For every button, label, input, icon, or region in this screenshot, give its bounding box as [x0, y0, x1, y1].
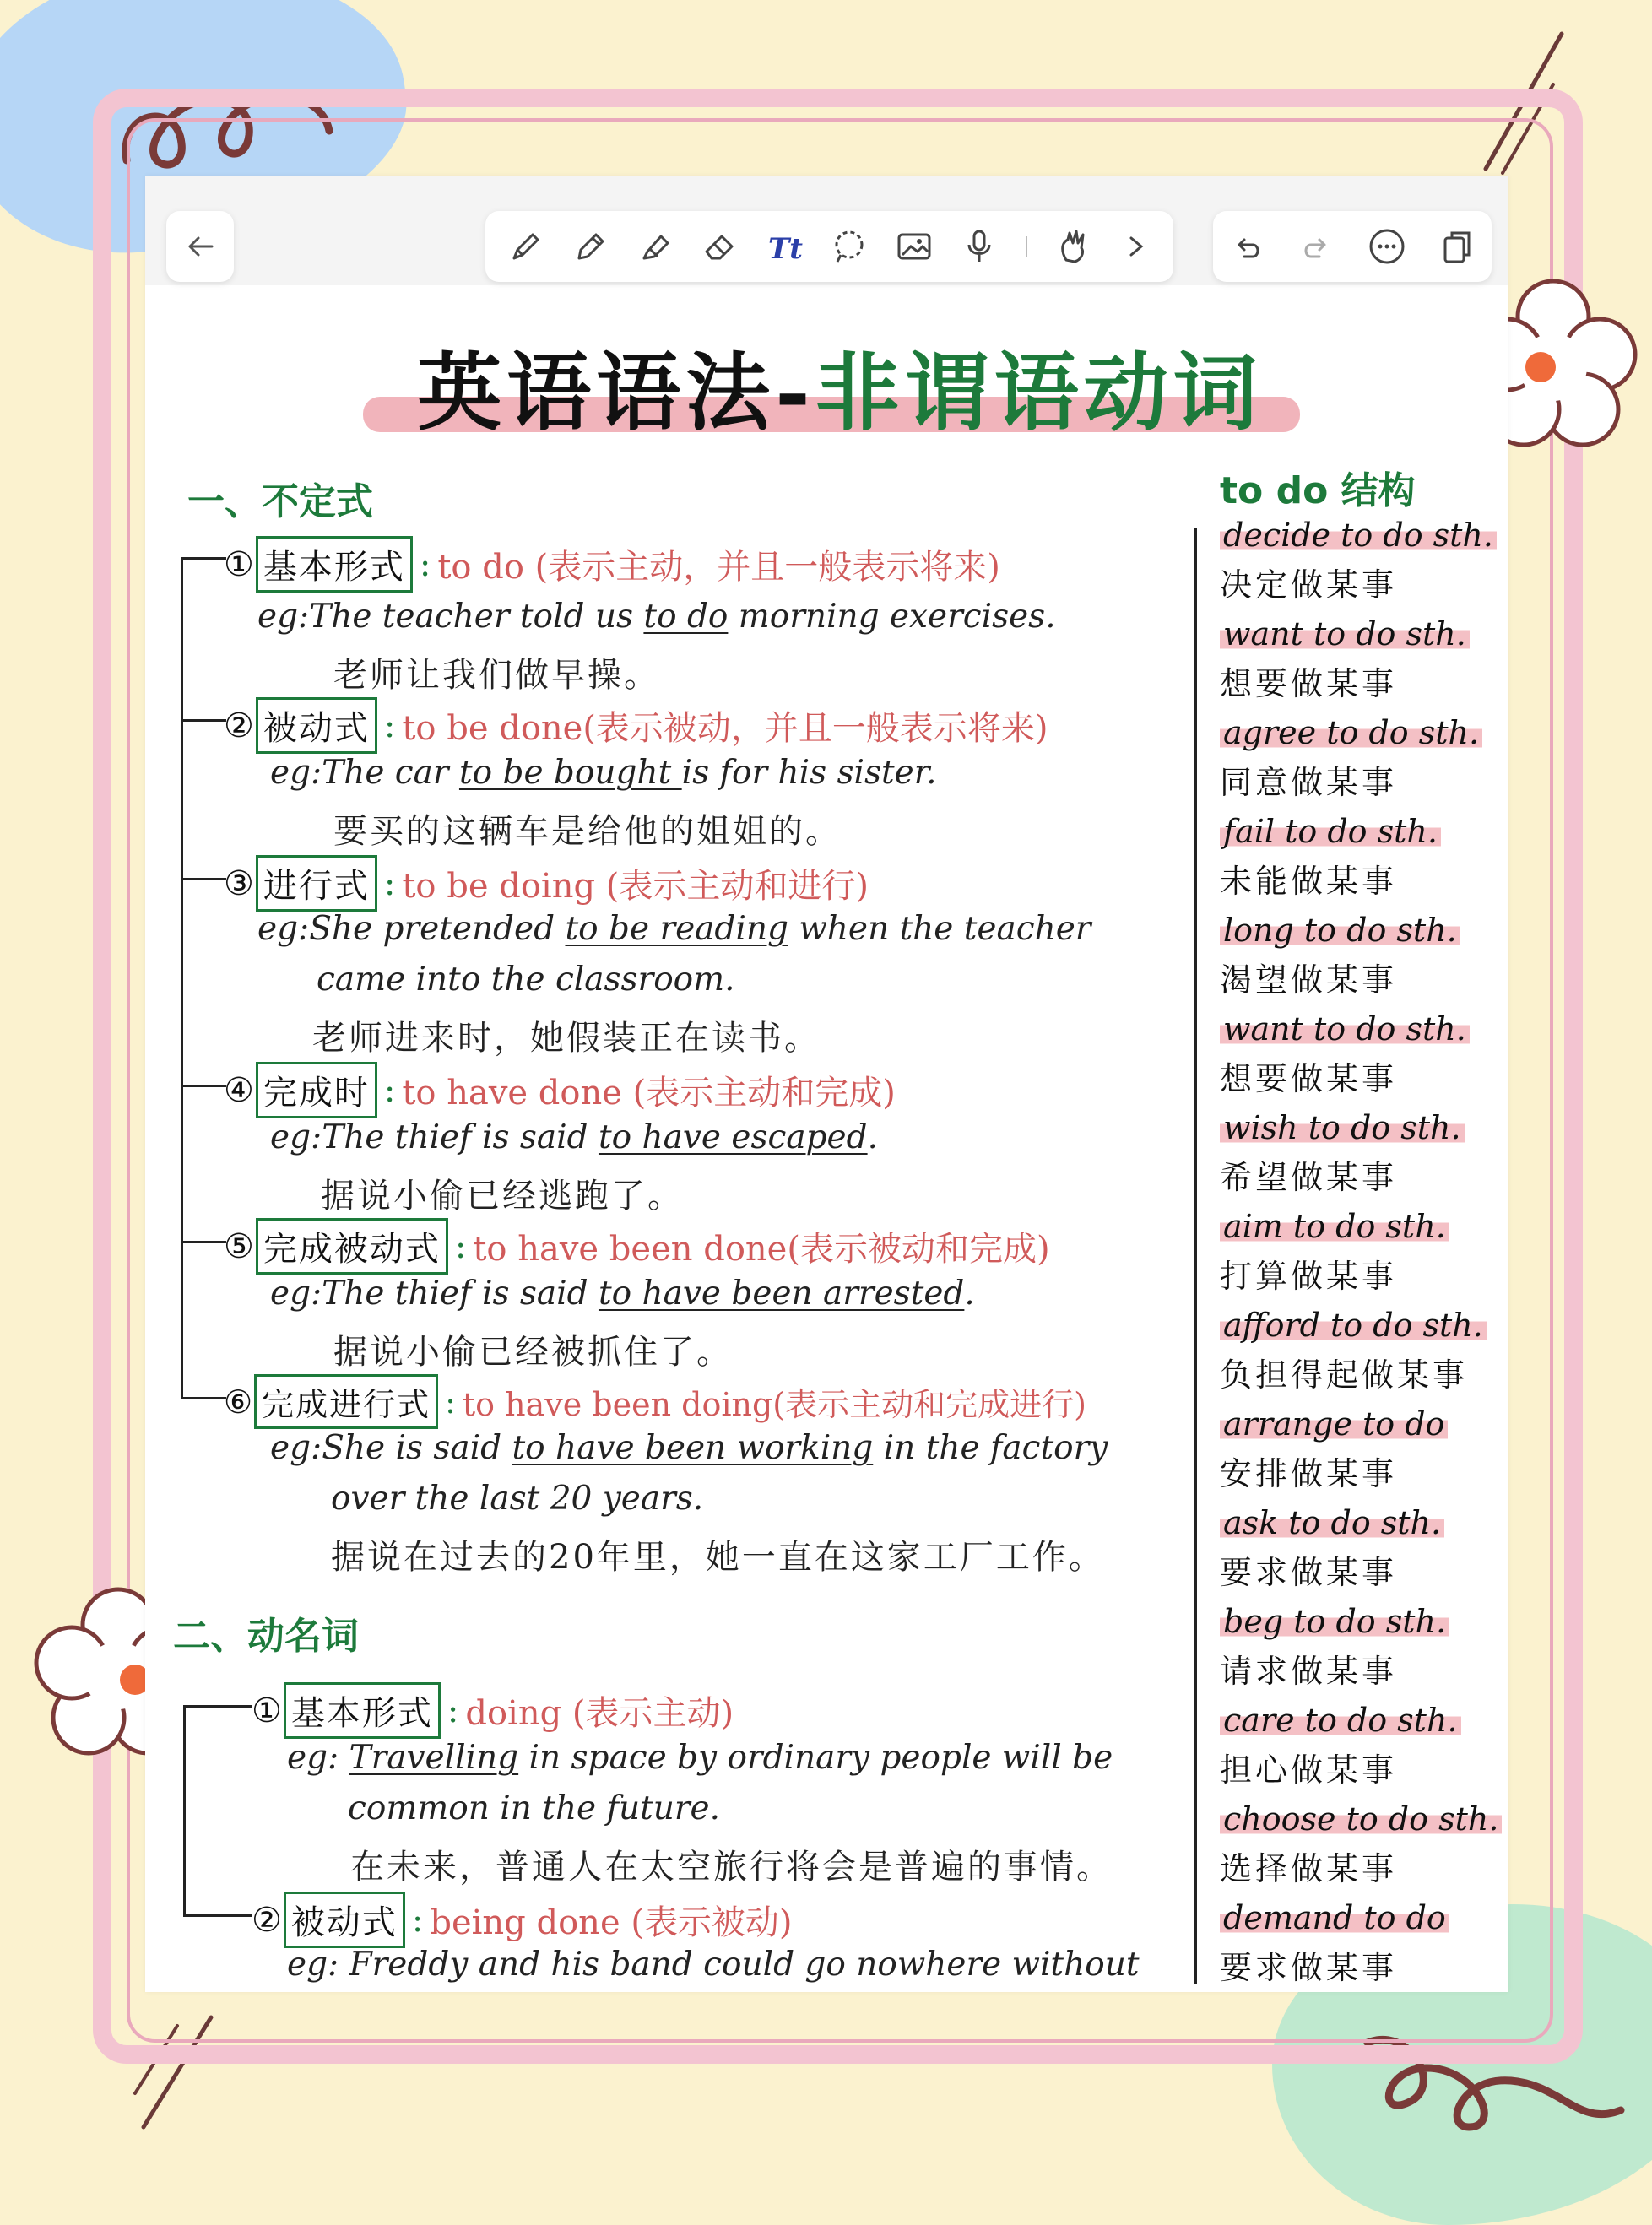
item-number: ②	[224, 706, 254, 745]
eg-prefix: eg:	[270, 1429, 322, 1467]
phrase-cn: 担心做某事	[1220, 1751, 1398, 1789]
phrase-cn: 负担得起做某事	[1220, 1356, 1469, 1394]
eg-underlined: to do	[643, 598, 729, 636]
undo-icon[interactable]	[1229, 228, 1266, 265]
eg-pre: She pretended	[309, 910, 566, 948]
form-label-box: 被动式	[284, 1892, 405, 1948]
phrase-item	[1220, 1010, 1507, 1099]
phrase-cn: 想要做某事	[1220, 665, 1398, 702]
eg-prefix: eg:	[257, 910, 310, 948]
example-translation: 老师进来时，她假装正在读书。	[312, 1019, 821, 1058]
example-translation: 在未来，普通人在太空旅行将会是普遍的事情。	[350, 1848, 1113, 1887]
phrase-en: decide to do sth.	[1220, 517, 1497, 554]
eg-post: .	[867, 1118, 879, 1156]
tree-branch	[183, 1914, 252, 1917]
phrase-cn: 决定做某事	[1220, 566, 1398, 604]
phrase-en: arrange to do	[1220, 1405, 1448, 1443]
eg-prefix: eg:	[270, 1275, 322, 1313]
colon: :	[383, 706, 396, 745]
form-description: to have been doing(表示主动和完成进行)	[462, 1386, 1086, 1423]
example-sentence	[270, 754, 937, 792]
eg-prefix: eg:	[270, 754, 322, 792]
chevron-right-icon[interactable]	[1119, 226, 1153, 267]
form-description: to do (表示主动，并且一般表示将来)	[437, 548, 1000, 587]
eg-post: .	[964, 1275, 975, 1313]
example-sentence	[257, 598, 1056, 636]
phrase-cn: 同意做某事	[1220, 764, 1398, 801]
phrase-item	[1220, 1405, 1507, 1494]
colon: :	[445, 1383, 456, 1421]
title-part-green: 非谓语动词	[815, 343, 1263, 442]
phrase-item	[1220, 1603, 1507, 1692]
colon: :	[454, 1226, 467, 1266]
form-row	[224, 855, 869, 912]
more-icon[interactable]	[1367, 226, 1407, 267]
sidebar-heading: to do 结构	[1220, 469, 1416, 512]
eg-prefix: eg:	[287, 1946, 339, 1984]
example-sentence	[270, 1275, 975, 1313]
item-number: ④	[224, 1070, 254, 1110]
eg-pre: The car	[322, 754, 459, 792]
phrase-en: care to do sth.	[1220, 1702, 1461, 1739]
section2-heading: 二、动名词	[173, 1615, 359, 1658]
eg-prefix: eg:	[287, 1739, 339, 1777]
item-number: ③	[224, 863, 254, 903]
phrase-item	[1220, 1208, 1507, 1297]
example-translation: 据说小偷已经被抓住了。	[333, 1333, 733, 1372]
eg-post: morning exercises.	[728, 598, 1056, 636]
eg-pre: Freddy and his band could go nowhere without	[339, 1946, 1140, 1984]
form-description: to have done (表示主动和完成)	[402, 1074, 896, 1112]
eg-underlined: to have been arrested	[598, 1275, 965, 1313]
form-label-box: 完成时	[256, 1062, 377, 1118]
item-number: ①	[252, 1691, 282, 1730]
phrase-item	[1220, 517, 1507, 605]
arrow-left-icon	[183, 230, 217, 263]
eg-pre: The teacher told us	[309, 598, 644, 636]
lasso-icon[interactable]	[829, 226, 869, 267]
phrase-item	[1220, 1702, 1507, 1790]
eg-prefix: eg:	[270, 1118, 322, 1156]
phrase-cn: 未能做某事	[1220, 863, 1398, 900]
form-label-box: 被动式	[256, 697, 377, 754]
phrase-item	[1220, 813, 1507, 901]
eg-underlined: to be reading	[565, 910, 788, 948]
eg-underlined: Travelling	[349, 1739, 519, 1777]
form-label-box: 基本形式	[284, 1682, 441, 1739]
form-description: to be doing (表示主动和进行)	[402, 867, 869, 906]
form-row	[224, 1374, 1086, 1429]
pages-icon[interactable]	[1438, 226, 1476, 267]
form-row	[224, 1062, 896, 1118]
form-label-box: 进行式	[256, 855, 377, 912]
phrase-cn: 渴望做某事	[1220, 961, 1398, 999]
form-description: to have been done(表示被动和完成)	[473, 1230, 1050, 1269]
pencil-icon[interactable]	[571, 226, 611, 267]
phrase-en: ask to do sth.	[1220, 1504, 1444, 1541]
eg-underlined: to be bought	[458, 754, 682, 792]
item-number: ②	[252, 1900, 282, 1940]
tree-branch	[181, 1241, 226, 1243]
eg-post: when the teacher	[788, 910, 1091, 948]
example-sentence	[270, 1429, 1108, 1467]
form-label-box: 基本形式	[256, 536, 413, 593]
phrase-cn: 选择做某事	[1220, 1850, 1398, 1887]
phrase-item	[1220, 615, 1507, 704]
column-divider	[1194, 528, 1197, 1984]
form-row	[252, 1682, 734, 1739]
example-translation: 要买的这辆车是给他的姐姐的。	[333, 812, 842, 851]
form-row	[224, 1218, 1050, 1275]
eg-post: in space by ordinary people will be	[518, 1739, 1113, 1777]
phrase-cn: 要求做某事	[1220, 1949, 1398, 1986]
hand-gesture-icon[interactable]	[1054, 226, 1095, 267]
phrase-en: want to do sth.	[1220, 1010, 1470, 1048]
colon: :	[447, 1691, 459, 1730]
phrase-cn: 打算做某事	[1220, 1258, 1398, 1295]
phrase-item	[1220, 1307, 1507, 1395]
phrase-en: afford to do sth.	[1220, 1307, 1487, 1344]
example-sentence	[287, 1739, 1113, 1777]
example-continuation: common in the future.	[348, 1789, 720, 1827]
phrase-cn: 要求做某事	[1220, 1554, 1398, 1591]
section1-tree-line	[181, 557, 183, 1397]
example-translation: 据说小偷已经逃跑了。	[321, 1177, 684, 1215]
phrase-cn: 安排做某事	[1220, 1455, 1398, 1492]
form-label-box: 完成被动式	[256, 1218, 448, 1275]
phrase-en: beg to do sth.	[1220, 1603, 1449, 1640]
tree-branch	[181, 878, 226, 880]
phrase-en: wish to do sth.	[1220, 1109, 1465, 1146]
example-sentence	[257, 910, 1091, 948]
eg-pre: She is said	[322, 1429, 512, 1467]
page-title	[355, 325, 1325, 447]
phrase-item	[1220, 1504, 1507, 1593]
pen-icon[interactable]	[506, 226, 546, 267]
back-button[interactable]	[166, 211, 234, 282]
colon: :	[383, 1070, 396, 1110]
colon: :	[419, 544, 431, 584]
svg-text:Tt: Tt	[767, 232, 803, 266]
colon: :	[411, 1900, 424, 1940]
phrase-en: agree to do sth.	[1220, 714, 1482, 751]
phrase-en: fail to do sth.	[1220, 813, 1441, 850]
phrase-item	[1220, 1800, 1507, 1889]
example-sentence	[287, 1946, 1140, 1984]
phrase-item	[1220, 714, 1507, 803]
phrase-cn: 想要做某事	[1220, 1060, 1398, 1097]
eg-underlined: to have been working	[512, 1429, 874, 1467]
phrase-item	[1220, 1899, 1507, 1988]
tree-branch	[181, 1085, 226, 1087]
highlighter-icon[interactable]	[636, 226, 676, 267]
example-translation: 据说在过去的20年里，她一直在这家工厂工作。	[331, 1538, 1105, 1577]
eg-pre: The thief is said	[322, 1275, 599, 1313]
tree-branch	[181, 557, 226, 560]
section1-heading: 一、不定式	[187, 480, 373, 523]
item-number: ①	[224, 544, 254, 584]
colon: :	[383, 863, 396, 903]
form-row	[224, 697, 1048, 754]
phrase-en: aim to do sth.	[1220, 1208, 1449, 1245]
phrase-en: want to do sth.	[1220, 615, 1470, 652]
eg-post: in the factory	[873, 1429, 1108, 1467]
phrase-cn: 希望做某事	[1220, 1159, 1398, 1196]
example-sentence	[270, 1118, 878, 1156]
phrase-item	[1220, 1109, 1507, 1198]
phrase-cn: 请求做某事	[1220, 1653, 1398, 1690]
item-number: ⑥	[224, 1383, 253, 1421]
example-translation: 老师让我们做早操。	[333, 656, 660, 695]
form-row	[252, 1892, 793, 1948]
eraser-icon[interactable]	[700, 226, 740, 267]
text-icon[interactable]	[765, 226, 805, 267]
eg-prefix: eg:	[257, 598, 310, 636]
redo-icon[interactable]	[1297, 228, 1335, 265]
tree-branch	[183, 1705, 252, 1708]
separator-icon	[1023, 226, 1030, 267]
form-label-box: 完成进行式	[254, 1374, 438, 1429]
phrase-en: choose to do sth.	[1220, 1800, 1502, 1838]
action-bar	[1213, 211, 1492, 282]
form-description: to be done(表示被动，并且一般表示将来)	[402, 709, 1048, 748]
eg-pre: The thief is said	[322, 1118, 599, 1156]
phrase-item	[1220, 912, 1507, 1000]
microphone-icon[interactable]	[959, 226, 999, 267]
form-description: doing (表示主动)	[465, 1694, 734, 1733]
form-row	[224, 536, 1000, 593]
section2-tree-line	[183, 1705, 186, 1916]
title-part-black: 英语语法-	[417, 343, 815, 442]
example-continuation: came into the classroom.	[317, 961, 735, 999]
phrase-en: demand to do	[1220, 1899, 1449, 1936]
eg-post: is for his sister.	[681, 754, 937, 792]
form-description: being done (表示被动)	[430, 1903, 793, 1942]
tree-branch	[181, 719, 226, 722]
tree-branch	[181, 1397, 226, 1399]
image-icon[interactable]	[894, 226, 934, 267]
eg-pre	[339, 1739, 349, 1777]
phrase-en: long to do sth.	[1220, 912, 1460, 949]
item-number: ⑤	[224, 1226, 254, 1266]
example-continuation: over the last 20 years.	[331, 1480, 704, 1518]
tool-bar	[485, 211, 1173, 282]
eg-underlined: to have escaped	[598, 1118, 868, 1156]
